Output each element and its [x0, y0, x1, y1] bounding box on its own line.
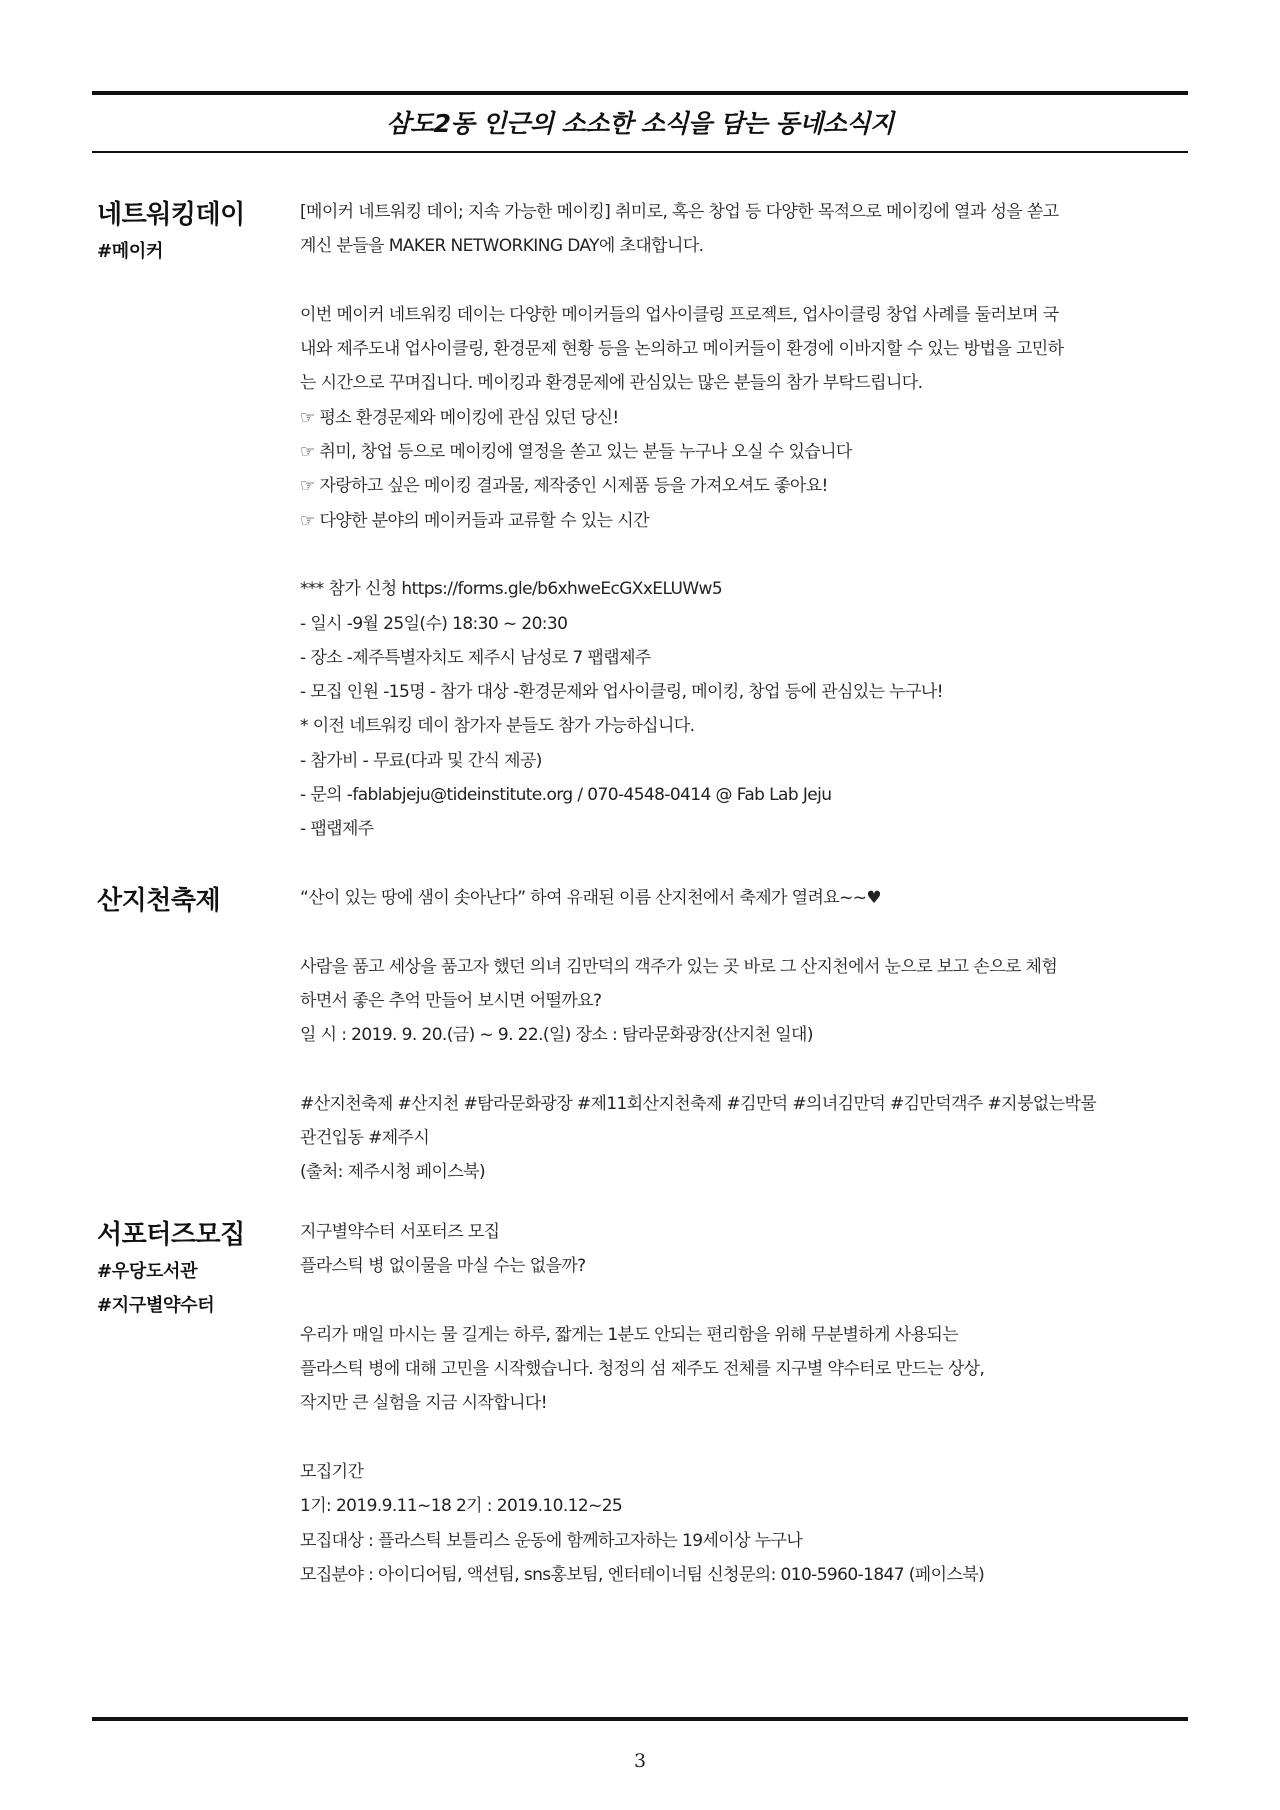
body-line: ☞ 다양한 분야의 메이커들과 교류할 수 있는 시간: [300, 510, 649, 531]
body-line: - 참가비 - 무료(다과 및 간식 제공): [300, 750, 542, 771]
body-line: ☞ 자랑하고 싶은 메이킹 결과물, 제작중인 시제품 등을 가져오셔도 좋아요!: [300, 476, 828, 497]
blank-line: [300, 1284, 1190, 1318]
section-tag: #메이커: [97, 241, 164, 262]
body-line: 작지만 큰 실험을 지금 시작합니다!: [300, 1393, 547, 1414]
blank-line: [300, 915, 1190, 949]
body-line: * 이전 네트워킹 데이 참가자 분들도 참가 가능하십니다.: [300, 716, 695, 737]
blank-line: [300, 1052, 1190, 1086]
body-line: - 장소 -제주특별자치도 제주시 남성로 7 팹랩제주: [300, 647, 651, 668]
body-line: 는 시간으로 꾸며집니다. 메이킹과 환경문제에 관심있는 많은 분들의 참가 부탁드립니다.: [300, 373, 923, 394]
hashtag-line: 관건입동 #제주시: [300, 1128, 430, 1149]
registration-link-line: *** 참가 신청 https://forms.gle/b6xhweEcGXxELUWw5: [300, 579, 723, 600]
body-line: 일 시 : 2019. 9. 20.(금) ~ 9. 22.(일) 장소 : 탐라문화광장(산지천 일대): [300, 1025, 813, 1046]
contact-line: - 문의 -fablabjeju@tideinstitute.org / 070-4548-0414 @ Fab Lab Jeju: [300, 785, 832, 806]
body-line: 지구별약수터 서포터즈 모집: [300, 1222, 500, 1242]
body-line: [메이커 네트워킹 데이; 지속 가능한 메이킹] 취미로, 혹은 창업 등 다양한 목적으로 메이킹에 열과 성을 쏟고: [300, 202, 1059, 222]
source-line: (출처: 제주시청 페이스북): [300, 1162, 486, 1183]
section-heading-block: [97, 881, 297, 921]
header-bottom-rule: [92, 151, 1188, 153]
section-body: [300, 195, 1190, 847]
body-line: - 일시 -9월 25일(수) 18:30 ~ 20:30: [300, 613, 568, 634]
body-line: 이번 메이커 네트워킹 데이는 다양한 메이커들의 업사이클링 프로젝트, 업사이클링 창업 사례를 둘러보며 국: [300, 304, 1059, 325]
blank-line: [300, 264, 1190, 298]
section-heading-block: [97, 195, 297, 269]
hashtag-line: #산지천축제 #산지천 #탐라문화광장 #제11회산지천축제 #김만덕 #의녀김만덕 #김만덕객주 #지붕없는박물: [300, 1093, 1097, 1114]
body-line: 하면서 좋은 추억 만들어 보시면 어떨까요?: [300, 990, 602, 1011]
section-title: 네트워킹데이: [97, 200, 245, 230]
section-tag: #우당도서관: [97, 1261, 198, 1282]
body-line: 내와 제주도내 업사이클링, 환경문제 현황 등을 논의하고 메이커들이 환경에 이바지할 수 있는 방법을 고민하: [300, 339, 1064, 360]
body-line: “산이 있는 땅에 샘이 솟아난다” 하여 유래된 이름 산지천에서 축제가 열려요~~♥: [300, 888, 882, 908]
body-line: 계신 분들을 MAKER NETWORKING DAY에 초대합니다.: [300, 236, 704, 257]
section-title: 산지천축제: [97, 886, 221, 916]
body-line: ☞ 취미, 창업 등으로 메이킹에 열정을 쏟고 있는 분들 누구나 오실 수 있습니다: [300, 442, 852, 463]
newsletter-title: 삼도2동 인근의 소소한 소식을 담는 동네소식지: [386, 109, 894, 138]
section-body: [300, 1215, 1190, 1592]
body-line: - 팹랩제주: [300, 819, 374, 840]
section-body: [300, 881, 1190, 1190]
body-line: 플라스틱 병 없이물을 마실 수는 없을까?: [300, 1256, 586, 1277]
body-line: ☞ 평소 환경문제와 메이킹에 관심 있던 당신!: [300, 407, 619, 428]
section-heading-block: [97, 1215, 297, 1323]
body-line: 사람을 품고 세상을 품고자 했던 의녀 김만덕의 객주가 있는 곳 바로 그 산지천에서 눈으로 보고 손으로 체험: [300, 956, 1058, 977]
page-number: 3: [633, 1750, 647, 1772]
body-line: 플라스틱 병에 대해 고민을 시작했습니다. 청정의 섬 제주도 전체를 지구별 약수터로 만드는 상상,: [300, 1359, 985, 1380]
body-line: 모집분야 : 아이디어팀, 액션팀, sns홍보팀, 엔터테이너팀 신청문의: 010-5960-1847 (페이스북): [300, 1564, 985, 1585]
blank-line: [300, 1421, 1190, 1455]
footer-rule: [92, 1717, 1188, 1721]
header-top-rule: [92, 91, 1188, 95]
body-line: - 모집 인원 -15명 - 참가 대상 -환경문제와 업사이클링, 메이킹, 창업 등에 관심있는 누구나!: [300, 682, 943, 703]
body-line: 우리가 매일 마시는 물 길게는 하루, 짧게는 1분도 안되는 편리함을 위해 무분별하게 사용되는: [300, 1324, 959, 1345]
body-line: 1기: 2019.9.11~18 2기 : 2019.10.12~25: [300, 1496, 623, 1517]
body-line: 모집기간: [300, 1462, 364, 1483]
section-tag: #지구별약수터: [97, 1295, 215, 1316]
blank-line: [300, 538, 1190, 572]
section-title: 서포터즈모집: [97, 1220, 245, 1250]
body-line: 모집대상 : 플라스틱 보틀리스 운동에 함께하고자하는 19세이상 누구나: [300, 1530, 803, 1551]
